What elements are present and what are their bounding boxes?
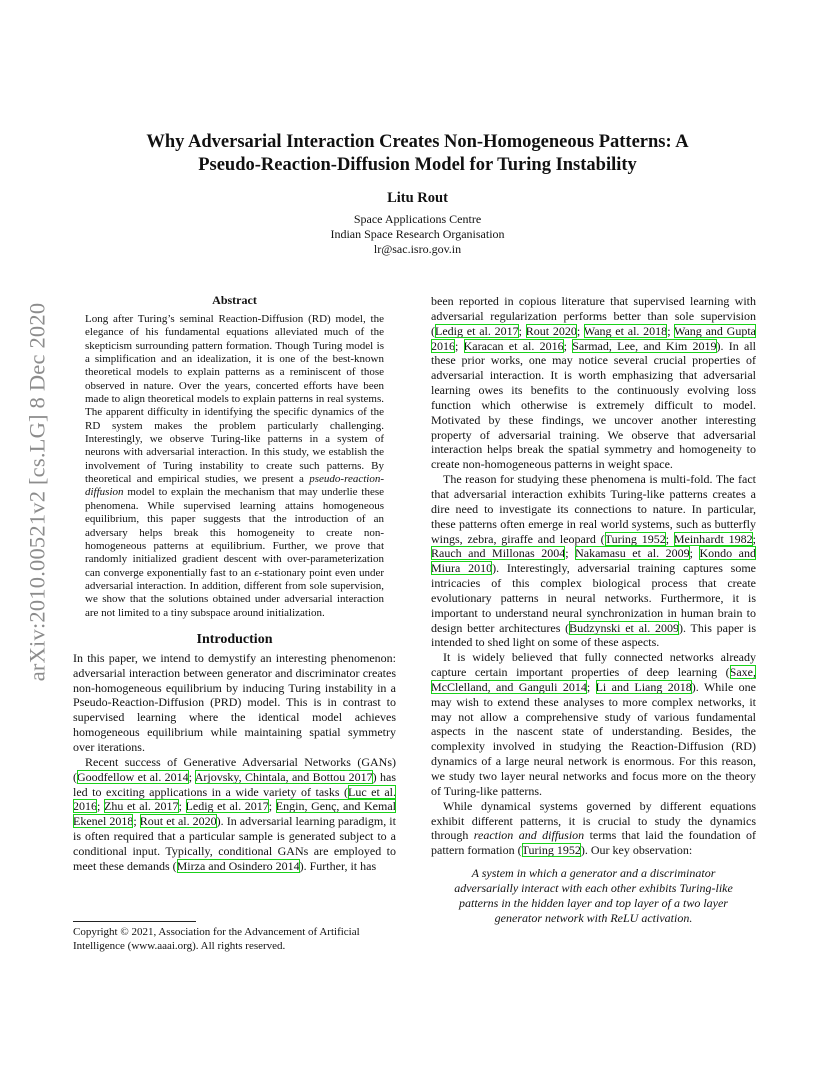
citation-link[interactable]: Saxe, McClelland, and Ganguli 2014 bbox=[431, 665, 756, 694]
citation-link[interactable]: Nakamasu et al. 2009 bbox=[575, 546, 690, 561]
emphasis: reaction and diffusion bbox=[473, 828, 585, 843]
text-run: ). In adversarial learning paradigm, it is often required that a particular sample is generated subject to a conditional input. Typically, conditional GANs are employed to meet these demands ( bbox=[73, 814, 396, 873]
citation-link[interactable]: Arjovsky, Chintala, and Bottou 2017 bbox=[194, 769, 373, 784]
intro-paragraph-3 bbox=[431, 294, 756, 472]
citation-link[interactable]: Turing 1952 bbox=[521, 843, 581, 858]
abstract-heading: Abstract bbox=[212, 293, 257, 307]
text-run: ; bbox=[178, 799, 186, 814]
text-run: ; bbox=[455, 338, 464, 353]
text-run: ). This paper is intended to shed light on some of these aspects. bbox=[431, 620, 757, 650]
title-line-2: Pseudo-Reaction-Diffusion Model for Turing Instability bbox=[198, 155, 637, 175]
text-run: ; bbox=[667, 323, 675, 338]
copyright-text: Copyright © 2021, Association for the Advancement of Artificial Intelligence (www.aaai.org). All rights reserved. bbox=[73, 926, 360, 952]
citation-link[interactable]: Li and Liang 2018 bbox=[595, 679, 692, 694]
text-run: It is widely believed that fully connected networks already capture certain important properties of deep learning ( bbox=[431, 650, 756, 680]
text-run: terms that laid the foundation of pattern formation ( bbox=[431, 828, 756, 858]
text-run: ; bbox=[665, 531, 674, 546]
author-affiliation bbox=[90, 212, 745, 257]
text-run: ; bbox=[565, 546, 576, 561]
text-run: ; bbox=[752, 531, 756, 546]
arxiv-id-text: arXiv:2010.00521v2 [cs.LG] 8 Dec 2020 bbox=[24, 302, 50, 682]
intro-paragraph-5 bbox=[431, 650, 756, 798]
citation-link[interactable]: Ledig et al. 2017 bbox=[185, 799, 269, 814]
text-run: Recent success of Generative Adversarial Networks (GANs) ( bbox=[73, 754, 396, 784]
text-run: ) has led to exciting applications in a wide variety of tasks ( bbox=[73, 769, 396, 799]
citation-link[interactable]: Goodfellow et al. 2014 bbox=[77, 769, 189, 784]
affiliation-line: Indian Space Research Organisation bbox=[330, 227, 505, 241]
citation-link[interactable]: Zhu et al. 2017 bbox=[103, 799, 179, 814]
citation-link[interactable]: Sarmad, Lee, and Kim 2019 bbox=[572, 338, 717, 353]
text-run: ). While one may wish to extend these analyses to more complex networks, it may not allow a comprehensive study of various fundamental aspects in the nascent state of understanding. Besides, the complexity involved in studying the Reaction-Diffusion (RD) dynamics of a large neural network is enormous. For this reason, we study two layer neural networks and focus more on the theory of Turing-like patterns. bbox=[431, 679, 756, 798]
citation-link[interactable]: Engin, Genç, and Kemal Ekenel 2018 bbox=[73, 799, 397, 829]
author-email: lr@sac.isro.gov.in bbox=[373, 242, 462, 256]
citation-link[interactable]: Ledig et al. 2017 bbox=[435, 323, 519, 338]
citation-link[interactable]: Wang et al. 2018 bbox=[583, 323, 668, 338]
text-run: ; bbox=[518, 323, 526, 338]
text-run: ; bbox=[576, 323, 584, 338]
intro-paragraph-1: In this paper, we intend to demystify an interesting phenomenon: adversarial interaction between generator and discriminator creates non-homogeneous equilibrium by inducing Turing instability in a Pseudo-Reaction-Diffusion (PRD) model. This is in contrast to supervised learning where the identical model achieves homogeneous equilibrium while maintaining spatial symmetry over iterations. bbox=[73, 650, 396, 754]
text-run: been reported in copious literature that supervised learning with adversarial regularization performs better than sole supervision ( bbox=[431, 294, 756, 338]
text-run: The reason for studying these phenomena is multi-fold. The fact that adversarial interaction exhibits Turing-like patterns creates a dire need to investigate its connections to nature. In particular, these patterns often emerge in real world systems, such as butterfly wings, zebra, giraffe and leopard ( bbox=[431, 472, 756, 546]
intro-paragraph-2 bbox=[73, 755, 396, 874]
right-column bbox=[431, 294, 756, 925]
citation-link[interactable]: Wang and Gupta 2016 bbox=[431, 323, 757, 353]
citation-link[interactable]: Luc et al. 2016 bbox=[73, 784, 396, 814]
citation-link[interactable]: Mirza and Osindero 2014 bbox=[176, 858, 300, 873]
text-run: ; bbox=[689, 546, 700, 561]
abstract-part: model to explain the mechanism that may underlie these phenomena. While supervised learning attains homogeneous equilibrium, this paper suggests that the introduction of an adversary helps break this homogeneity to create non-homogeneous patterns at equilibrium. Further, we prove that randomly initialized gradient descent with over-parameterization can converge exponentially fast to an bbox=[85, 486, 384, 579]
citation-link[interactable]: Kondo and Miura 2010 bbox=[431, 546, 756, 576]
abstract-emphasis: pseudo-reaction-diffusion bbox=[85, 473, 384, 499]
text-run: ; bbox=[563, 338, 573, 353]
abstract-text bbox=[85, 313, 384, 620]
paper-title bbox=[90, 131, 745, 177]
affiliation-line: Space Applications Centre bbox=[353, 212, 482, 226]
citation-link[interactable]: Rout 2020 bbox=[525, 323, 577, 338]
text-run: ; bbox=[268, 799, 276, 814]
citation-link[interactable]: Rauch and Millonas 2004 bbox=[431, 546, 566, 561]
text-run: ). In all these prior works, one may notice several crucial properties of adversarial interaction. It is worth emphasizing that adversarial learning owes its benefits to the continuously evolving loss function which otherwise is extremely difficult to model. Motivated by these findings, we uncover another interesting property of adversarial training. We observe that adversarial interaction helps break the spatial symmetry and homogeneity to create non-homogeneous patterns in weight space. bbox=[431, 338, 756, 472]
epsilon-symbol: ϵ bbox=[254, 566, 259, 579]
key-observation: A system in which a generator and a discriminator adversarially interact with each other exhibits Turing-like patterns in the hidden layer and top layer of a two layer generator network with ReLU activation. bbox=[454, 866, 733, 925]
copyright-footnote bbox=[73, 921, 396, 953]
introduction-heading: Introduction bbox=[196, 631, 273, 647]
arxiv-watermark bbox=[14, 292, 60, 692]
footnote-rule bbox=[73, 921, 196, 922]
abstract-part: Long after Turing’s seminal Reaction-Diffusion (RD) model, the elegance of his fundamental equations alleviated much of the skepticism surrounding pattern formation. Though Turing model is a simplification and an idealization, it is one of the best-known theoretical models to explain patterns as a reminiscent of those observed in nature. Over the years, concerted efforts have been made to align theoretical models to explain patterns in real systems. The apparent difficulty in identifying the specific dynamics of the RD system makes the problem particularly challenging. Interestingly, we observe Turing-like patterns in a system of neurons with adversarial interaction. In this study, we establish the involvement of Turing instability to create such patterns. By theoretical and empirical studies, we present a bbox=[85, 313, 384, 486]
citation-link[interactable]: Rout et al. 2020 bbox=[139, 814, 217, 829]
title-line-1: Why Adversarial Interaction Creates Non-Homogeneous Patterns: A bbox=[146, 132, 689, 152]
text-run: ). Further, it has bbox=[299, 858, 377, 873]
text-run: ). Our key observation: bbox=[580, 843, 693, 858]
citation-link[interactable]: Karacan et al. 2016 bbox=[463, 338, 564, 353]
left-column bbox=[73, 293, 396, 874]
abstract-part: -stationary point even under adversarial interaction. In addition, different from sole supervision, we show that the solutions obtained under adversarial interaction are not limited to a tiny subspace around initialization. bbox=[85, 566, 384, 619]
text-run: ; bbox=[133, 814, 140, 829]
citation-link[interactable]: Budzynski et al. 2009 bbox=[569, 620, 680, 635]
citation-link[interactable]: Turing 1952 bbox=[604, 531, 666, 546]
intro-paragraph-6 bbox=[431, 799, 756, 858]
citation-link[interactable]: Meinhardt 1982 bbox=[673, 531, 753, 546]
text-run: ; bbox=[97, 799, 104, 814]
text-run: ). Interestingly, adversarial training captures some intricacies of this complex biological process that create evolutionary patterns in neural networks. Furthermore, it is important to understand neural synchronization in human brain to design better architectures ( bbox=[431, 561, 757, 635]
intro-paragraph-4 bbox=[431, 472, 756, 650]
text-run: ; bbox=[586, 679, 596, 694]
text-run: While dynamical systems governed by different equations exhibit different patterns, it is crucial to study the dynamics through bbox=[431, 798, 756, 843]
author-name: Litu Rout bbox=[387, 190, 448, 206]
text-run: ; bbox=[188, 769, 195, 784]
